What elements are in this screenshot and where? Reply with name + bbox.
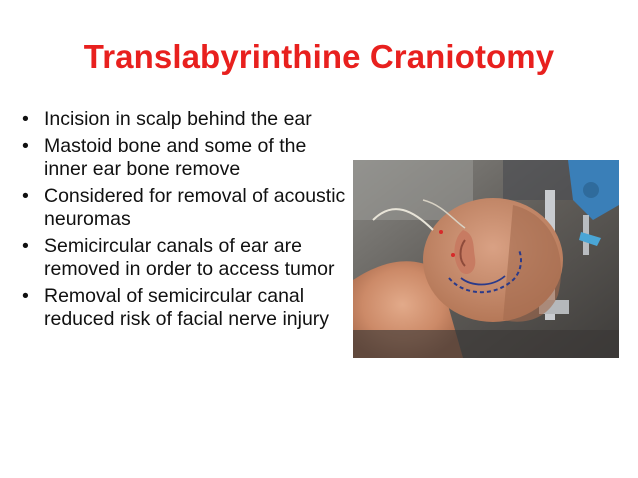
bullet-text: Removal of semicircular canal reduced risk of facial nerve injury xyxy=(44,285,330,330)
bullet-list xyxy=(22,108,352,335)
bullet-item xyxy=(22,285,352,331)
bullet-icon: • xyxy=(22,108,29,130)
bullet-icon: • xyxy=(22,235,29,257)
bullet-text: Semicircular canals of ear are removed in order to access tumor xyxy=(44,235,335,280)
bullet-item xyxy=(22,235,352,281)
surgical-photo xyxy=(353,160,619,358)
bullet-icon: • xyxy=(22,135,29,157)
bullet-icon: • xyxy=(22,185,29,207)
bullet-item xyxy=(22,108,352,131)
bullet-text: Mastoid bone and some of the inner ear bone remove xyxy=(44,135,307,180)
bullet-item xyxy=(22,135,352,181)
bullet-text: Incision in scalp behind the ear xyxy=(44,108,312,130)
bullet-text: Considered for removal of acoustic neuromas xyxy=(44,185,346,230)
bullet-item xyxy=(22,185,352,231)
bullet-icon: • xyxy=(22,285,29,307)
slide-title: Translabyrinthine Craniotomy xyxy=(83,38,555,75)
